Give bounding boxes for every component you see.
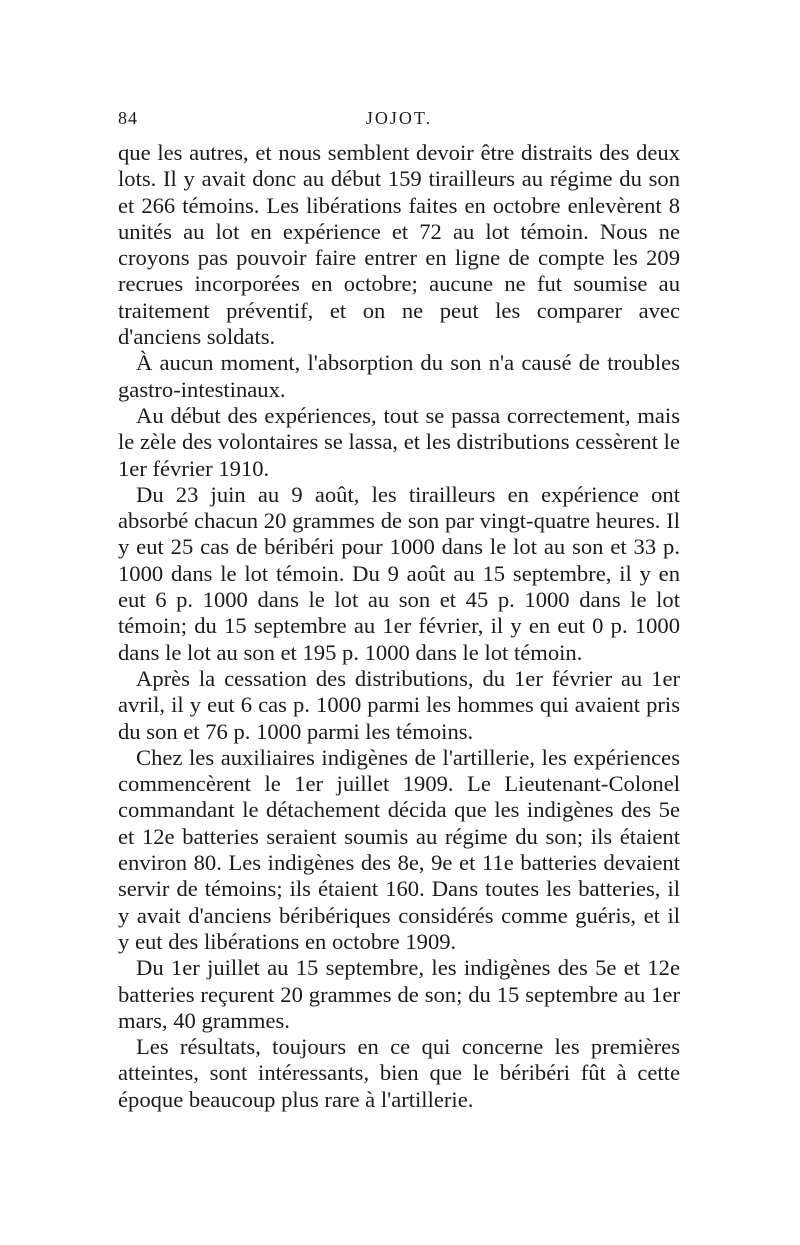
paragraph: Du 23 juin au 9 août, les tirailleurs en expérience ont absorbé chacun 20 grammes de son par vingt-quatre heures. Il y eut 25 cas de béribéri pour 1000 dans le lot au son et 33 p. 1000 dans le lot témoin. Du 9 août au 15 septembre, il y en eut 6 p. 1000 dans le lot au son et 45 p. 1000 dans le lot témoin; du 15 septembre au 1er février, il y en eut 0 p. 1000 dans le lot au son et 195 p. 1000 dans le lot témoin. bbox=[118, 481, 680, 665]
paragraph: Chez les auxiliaires indigènes de l'artillerie, les expériences commencèrent le 1er juillet 1909. Le Lieutenant-Colonel commandant le détachement décida que les indigènes des 5e et 12e batteries seraient soumis au régime du son; ils étaient environ 80. Les indigènes des 8e, 9e et 11e batteries devaient servir de témoins; ils étaient 160. Dans toutes les batteries, il y avait d'anciens béribériques considérés comme guéris, et il y eut des libérations en octobre 1909. bbox=[118, 744, 680, 954]
running-head bbox=[118, 108, 680, 132]
paragraph-continued: que les autres, et nous semblent devoir être distraits des deux lots. Il y avait donc au début 159 tirailleurs au régime du son et 266 témoins. Les libérations faites en octobre enlevèrent 8 unités au lot en expérience et 72 au lot témoin. Nous ne croyons pas pouvoir faire entrer en ligne de compte les 209 recrues incorporées en octobre; aucune ne fut soumise au traitement préventif, et on ne peut les comparer avec d'anciens soldats. bbox=[118, 140, 680, 350]
paragraph: Du 1er juillet au 15 septembre, les indigènes des 5e et 12e batteries reçurent 20 grammes de son; du 15 septembre au 1er mars, 40 grammes. bbox=[118, 955, 680, 1033]
paragraph: À aucun moment, l'absorption du son n'a causé de troubles gastro-intestinaux. bbox=[118, 350, 680, 402]
paragraph: Après la cessation des distributions, du 1er février au 1er avril, il y eut 6 cas p. 1000 parmi les hommes qui avaient pris du son et 76 p. 1000 parmi les témoins. bbox=[118, 665, 680, 744]
page-number: 84 bbox=[118, 108, 138, 128]
running-title: JOJOT. bbox=[365, 108, 433, 128]
body-text bbox=[118, 140, 680, 1113]
paragraph: Les résultats, toujours en ce qui concerne les premières atteintes, sont intéressants, bien que le béribéri fût à cette époque beaucoup plus rare à l'artillerie. bbox=[118, 1034, 680, 1112]
paragraph: Au début des expériences, tout se passa correctement, mais le zèle des volontaires se lassa, et les distributions cessèrent le 1er février 1910. bbox=[118, 402, 680, 481]
